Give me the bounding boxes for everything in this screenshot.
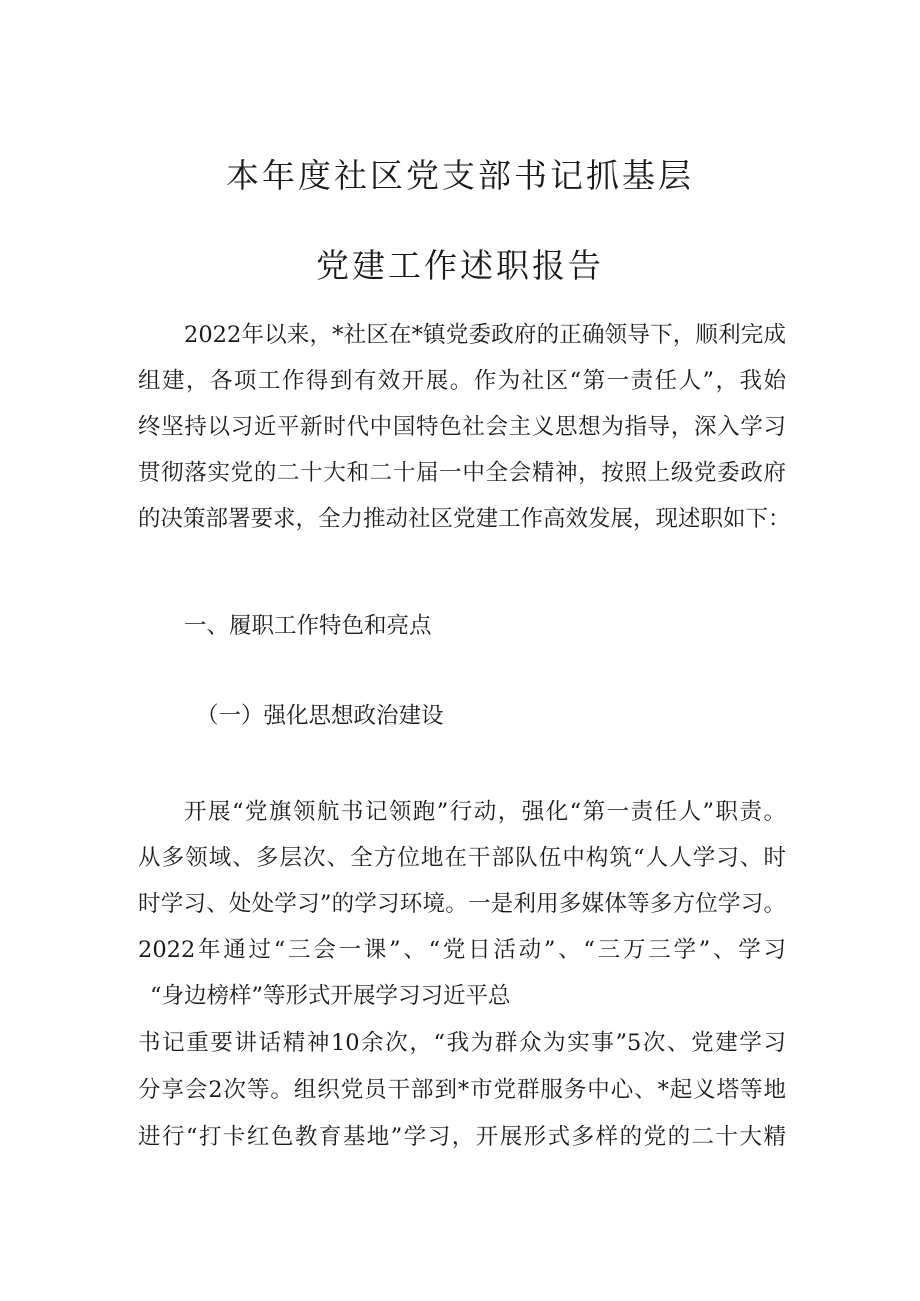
body-line-6: 书记重要讲话精神10余次，“我为群众为实事”5次、党建学习: [138, 1030, 786, 1056]
document-title-line-2: 党建工作述职报告: [316, 246, 604, 285]
intro-line-1: 2022年以来，*社区在*镇党委政府的正确领导下，顺利完成: [184, 322, 786, 348]
body-line-8: 进行“打卡红色教育基地”学习，开展形式多样的党的二十大精: [138, 1124, 786, 1150]
body-line-4: 2022年通过“三会一课”、“党日活动”、“三万三学”、学习: [138, 937, 786, 963]
intro-line-2: 组建，各项工作得到有效开展。作为社区“第一责任人”，我始: [138, 368, 786, 394]
body-line-5: “身边榜样”等形式开展学习习近平总: [150, 983, 511, 1009]
intro-line-3: 终坚持以习近平新时代中国特色社会主义思想为指导，深入学习: [138, 414, 786, 440]
body-line-2: 从多领域、多层次、全方位地在干部队伍中构筑“人人学习、时: [138, 845, 786, 871]
body-line-1: 开展“党旗领航书记领跑”行动，强化“第一责任人”职责。: [184, 799, 786, 825]
document-title-line-1: 本年度社区党支部书记抓基层: [226, 156, 694, 195]
section-heading-1: 一、履职工作特色和亮点: [184, 613, 432, 639]
intro-line-5: 的决策部署要求，全力推动社区党建工作高效发展，现述职如下：: [138, 506, 791, 532]
intro-line-4: 贯彻落实党的二十大和二十届一中全会精神，按照上级党委政府: [138, 460, 786, 486]
body-line-7: 分享会2次等。组织党员干部到*市党群服务中心、*起义塔等地: [138, 1077, 786, 1103]
subsection-heading-1: （一）强化思想政治建设: [196, 703, 444, 729]
body-line-3: 时学习、处处学习”的学习环境。一是利用多媒体等多方位学习。: [138, 891, 786, 917]
